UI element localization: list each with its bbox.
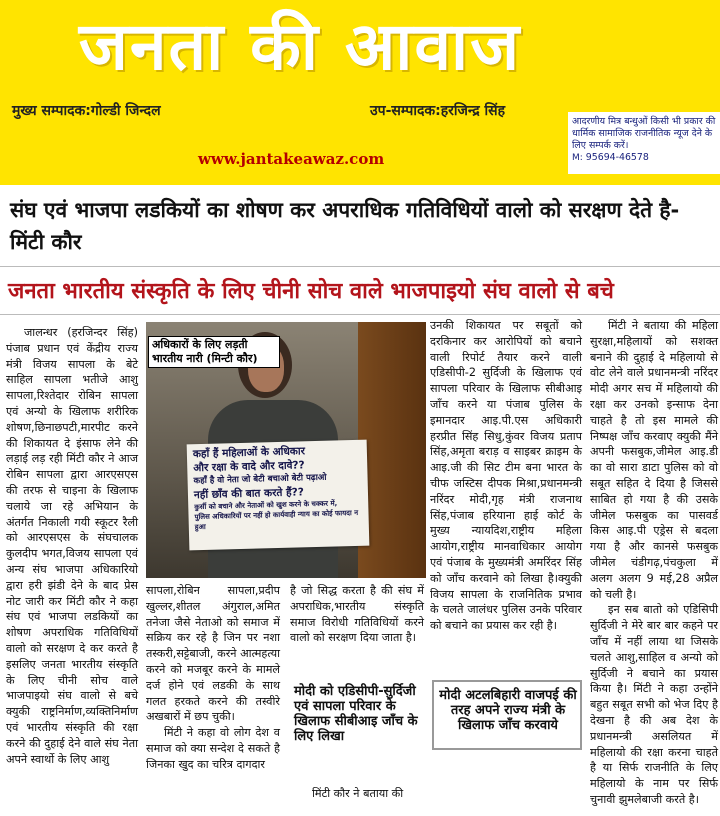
photo-caption: अधिकारों के लिए लड़ती भारतीय नारी (मिन्टी कौर)	[148, 336, 280, 368]
subheadline-cbi-probe: मोदी को एडिसीपी-सुर्दिजी एवं सापला परिवार के खिलाफ सीबीआइ जाँच के लिए लिखा	[294, 684, 418, 744]
chief-editor: मुख्य सम्पादक:गोल्डी जिन्दल	[12, 103, 161, 119]
deputy-editor: उप-सम्पादक:हरजिन्द्र सिंह	[370, 103, 506, 119]
phone-number: 95694-46578	[585, 152, 649, 163]
protest-placard	[187, 440, 370, 551]
article-column-1	[6, 325, 138, 767]
placard-line: कहाँ है वो नेता जो बेटी बचाओ बेटी पढ़ाओ	[193, 472, 327, 487]
headline-main: जनता भारतीय संस्कृति के लिए चीनी सोच वाले भाजपाइयो संघ वालो से बचे	[8, 279, 614, 304]
divider	[0, 266, 720, 267]
placard-line: कहाँ हैं महिलाओं के अधिकार	[192, 445, 306, 461]
newspaper-title: जनता की आवाज	[78, 8, 522, 85]
placard-line: नहीं छाँव की बात करते हैं??	[193, 485, 304, 501]
divider	[0, 314, 720, 315]
phone-line	[572, 152, 716, 164]
placard-line: कुर्सी को बचाने और नेताओं को खुश करने के चक्कर में,	[194, 499, 338, 512]
mobile-phone-icon: M:	[572, 153, 583, 163]
article-paragraph: उनकी शिकायत पर सबूतों को दरकिनार कर आरोपियों को बचाने वाली रिपोर्ट तैयार करने वाली एडिसीपी-2 सुर्दिजी के खिलाफ एवं सापला परिवार के खिलाफ सीबीआइ जाँच करने या पंजाब पुलिस के इमानदार आइ.पी.एस अधिकारी हरप्रीत सिंह सिधु,कुंवर विजय प्रताप सिंह,अमृता बराड़ व साइबर क्राइम के आइ.जी की सिट टीम बना भारत के चीफ जस्टिस दीपक मिश्रा,प्रधानमन्त्री नरिंदर मोदी,गृह मंत्री राजनाथ सिंह,पंजाब हरियाना हाई कोर्ट के मुख्य न्यायदिश,राष्ट्रीय महिला आयोग,राष्ट्रीय मानवाधिकार आयोग एवं पंजाब के मुख्यमंत्री अमरिंदर सिंह को जाँच करवाने को लिखा है।क्युकी विजय सापला के राजनितिक प्रभाव के चलते जालंधर पुलिस उनके परिवार को बचाने का प्रयास कर रही है।	[430, 319, 582, 633]
article-paragraph: जालन्धर (हरजिन्दर सिंह) पंजाब प्रधान एवं केंद्रीय राज्य मंत्री विजय सापला के बेटे साहिल सापला भतीजे आशु सापला,रिश्तेदार रोबिन सापला एवं अन्यो के खिलाफ शरीरिक शोषण,छिनाछपटी,मारपीट करने की शिकायत दे इंसाफ लेने की लड़ाई लड़ रही मिंटी कौर ने आज रोबिन सापला द्वारा आरएसएस की तरफ से चाइना के खिलाफ चलाये जा रहे अभियान के अंतर्गत निकाली गयी स्कूटर रैली को आरएसएस के संघचालक कुलदीप भगत,विजय सापला एवं अन्य संघ भाजपा अधिकारियो द्वारा हरी झंडी देने के बाद प्रेस नोट जारी कर मिंटी कौर ने कहा संघ एवं भाजपा लडकियों का शोषण अपराधिक गतिविधियों वालो को सरक्षण दे कर करते है इसलिए जनता भारतीय संस्कृति के लिए चीनी सोच वाले भाजपाइयो संघ वालो से बचे क्युकी राष्ट्रनिर्माण,व्यक्तिनिर्माण एवं भारतीय संस्कृति की रक्षा करने की दुहाई देने वाले संघ नेता अपने स्वार्थो के लिए आशु	[6, 326, 138, 766]
subheadline-atal: मोदी अटलबिहारी वाजपई की तरह अपने राज्य मंत्री के खिलाफ जाँच करवाये	[439, 688, 577, 733]
website-url: www.jantakeawaz.com	[198, 150, 385, 168]
article-column-photo-left	[146, 583, 280, 773]
placard-line: और रक्षा के वादे और दावे??	[193, 458, 305, 474]
headline-top: संघ एवं भाजपा लडकियों का शोषण कर अपराधिक गतिविधियों वालो को सरक्षण देते है-मिंटी कौर	[10, 198, 680, 254]
article-paragraph: सापला,रोबिन सापला,प्रदीप खुल्लर,शीतल अंगुराल,अमित तनेजा जैसे नेताओ को समाज में सक्रिय कर रहे है जिन पर नशा तस्करी,सट्टेबाजी, करने आत्महत्या करने को मजबूर करने के मामले दर्ज होने एवं लडकी के साथ गलत हरकते करने की तस्वीरे अखबारों में छप चुकी।	[146, 584, 280, 724]
article-column-3	[590, 318, 718, 808]
article-column-photo-right-tail	[294, 786, 426, 802]
contact-notice	[568, 112, 720, 174]
placard-line: पुलिस अधिकारियों पर नहीं हो कार्यवाही न्याय का कोई फायदा न हुआ	[194, 508, 359, 532]
notice-text: आदरणीय मित्र बन्धुओं किसी भी प्रकार की धार्मिक सामाजिक राजनीतिक न्यूज देने के लिए सम्पर्क करें।	[572, 116, 716, 151]
article-column-2	[430, 318, 582, 634]
article-photo	[146, 322, 426, 578]
masthead	[0, 0, 720, 185]
article-column-photo-right	[290, 583, 424, 646]
article-paragraph: मिंटी कौर ने बताया की	[312, 787, 404, 800]
article-paragraph: है जो सिद्ध करता है की संघ में अपराधिक,भारतीय संस्कृति समाज विरोधी गतिविधियों करने वालो को सरक्षण दिया जाता है।	[290, 584, 424, 645]
article-paragraph: मिंटी ने बताया की महिला सुरक्षा,महिलायों को सशक्त बनाने की दुहाई दे महिलायो से वोट लेने वाले प्रधानमन्त्री नरिंदर मोदी अगर सच में महिलायो की रक्षा कर उनको इन्साफ देना चाहते है तो इस मामले की निष्पक्ष जाँच करवाए क्युकी मैंने अपनी फसबुक,जीमेल आइ.डी का वो सारा डाटा पुलिस को वो सबूत सहित दे दिया है जिससे साबित हो गया है की उसके जीमेल फसबुक का पासवर्ड किस आइ.पी एड्रेस से बदला गया है और कानसे फसबुक जीमेल चंडीगढ़,पंचकुला में अलग अलग 9 मई,28 अप्रैल को चली है।	[590, 319, 718, 601]
article-paragraph: इन सब बातो को एडिसिपी सुर्दिजी ने मेरे बार बार कहने पर जाँच में नहीं लाया था जिसके चलते आशु,साहिल व अन्यो को सुर्दिजी ने बचाने का प्रयास किया है। मिंटी ने कहा उन्होंने बहुत सबूत सभी को भेज दिए है देखना है की अब देश के प्रधानमन्त्री असलियत में महिलायो की रक्षा करना चाहते है या सिर्फ राजनीति के लिए महिलायो के नाम पर सिर्फ चुनावी झुमलेबाजी करते है।	[590, 603, 718, 806]
article-paragraph: मिंटी ने कहा वो लोग देश व समाज को क्या सन्देश दे सकते है जिनका खुद का चरित्र दागदार	[146, 726, 280, 771]
